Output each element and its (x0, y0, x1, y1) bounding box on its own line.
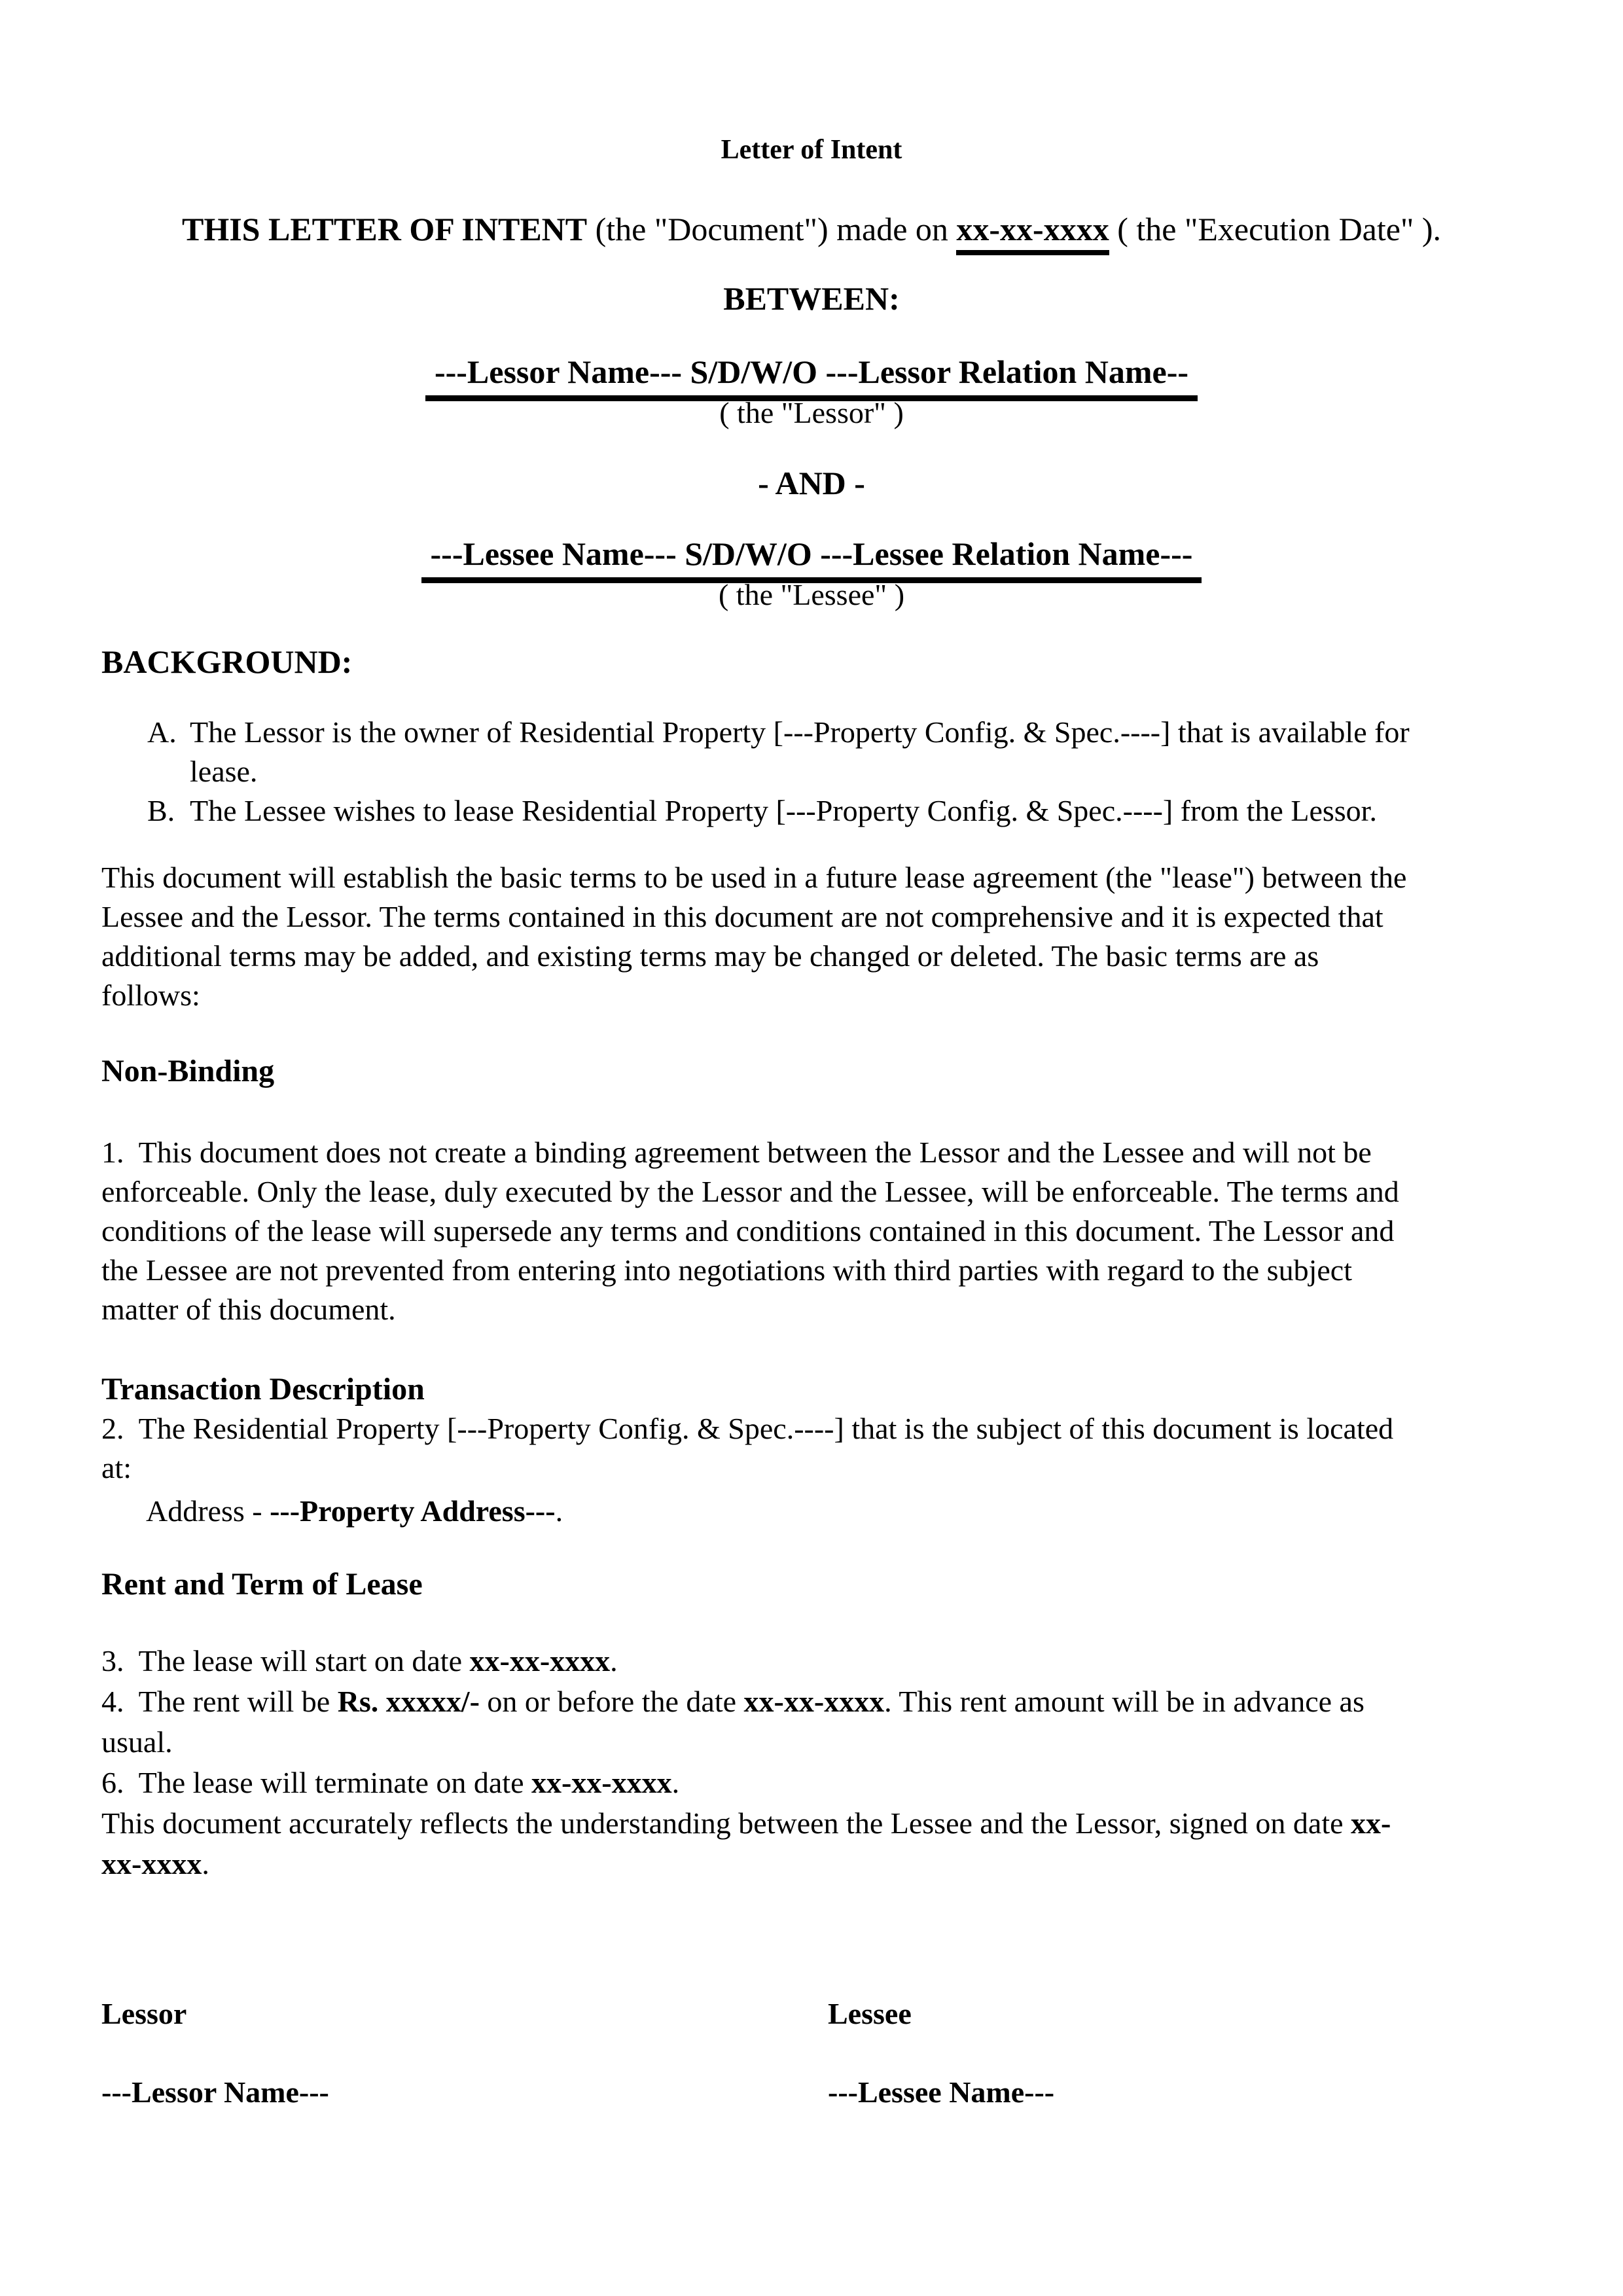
non-binding-paragraph: 1. This document does not create a binding agreement between the Lessor and the Lessee and will not be enforceable. Only the lease, duly executed by the Lessor and the Lessee, will be enforceable. The terms and conditions of the lease will supersede any terms and conditions contained in this document. The Lessor and the Lessee are not prevented from entering into negotiations with third parties with regard to the subject matter of this document. (101, 1136, 1399, 1326)
non-binding-heading: Non-Binding (101, 1054, 275, 1088)
list-marker-b: B. (147, 794, 175, 827)
between-heading: BETWEEN: (723, 280, 900, 317)
property-address-line: Address - ---Property Address---. (146, 1494, 563, 1528)
lessee-name-line (101, 533, 1522, 574)
lessee-name-underlined: ---Lessee Name--- S/D/W/O ---Lessee Relation Name--- (421, 535, 1202, 583)
background-item-a (147, 713, 1522, 791)
list-marker-a: A. (147, 715, 177, 749)
lessee-signature-label: Lessee (828, 1997, 912, 2030)
background-heading: BACKGROUND: (101, 643, 353, 680)
document-title: Letter of Intent (721, 135, 902, 165)
lessor-name-line (101, 351, 1522, 392)
lessee-signature-name: ---Lessee Name--- (828, 2075, 1055, 2109)
signature-labels-row (101, 1994, 1522, 2034)
lessor-name-underlined: ---Lessor Name--- S/D/W/O ---Lessor Relation Name-- (425, 353, 1198, 401)
and-separator: - AND - (758, 465, 865, 501)
lessor-signature-name: ---Lessor Name--- (101, 2075, 329, 2109)
transaction-description-heading: Transaction Description (101, 1372, 425, 1407)
background-item-b (147, 791, 1522, 831)
background-item-b-text: The Lessee wishes to lease Residential Property [---Property Config. & Spec.----] from the Lessor. (190, 794, 1377, 827)
execution-heading: THIS LETTER OF INTENT (the "Document") made on xx-xx-xxxx ( the "Execution Date" ). (101, 209, 1522, 249)
transaction-item-2: 2. The Residential Property [---Property Config. & Spec.----] that is the subject of this document is located at: (101, 1412, 1394, 1484)
background-paragraph: This document will establish the basic terms to be used in a future lease agreement (the "lease") between the Lessee and the Lessor. The terms contained in this document are not comprehensive and it is expected that additional terms may be added, and existing terms may be changed or deleted. The basic terms are as follows: (101, 861, 1407, 1012)
background-list (101, 713, 1522, 831)
rent-and-term-heading: Rent and Term of Lease (101, 1567, 423, 1602)
lessor-alias: ( the "Lessor" ) (719, 396, 904, 429)
lessor-signature-label: Lessor (101, 1997, 187, 2030)
background-item-a-text: The Lessor is the owner of Residential Property [---Property Config. & Spec.----] that is available for lease. (190, 715, 1410, 788)
signature-names-row (101, 2073, 1522, 2112)
lessee-alias: ( the "Lessee" ) (718, 578, 905, 611)
rent-terms-block: 3. The lease will start on date xx-xx-xxxx. 4. The rent will be Rs. xxxxx/- on or before the date xx-xx-xxxx. This rent amount will be in advance as usual. 6. The lease will terminate on date xx-xx-xxxx. This document accurately reflects the understanding between the Lessee and the Lessor, signed on date xx- xx-xxxx. (101, 1644, 1391, 1880)
